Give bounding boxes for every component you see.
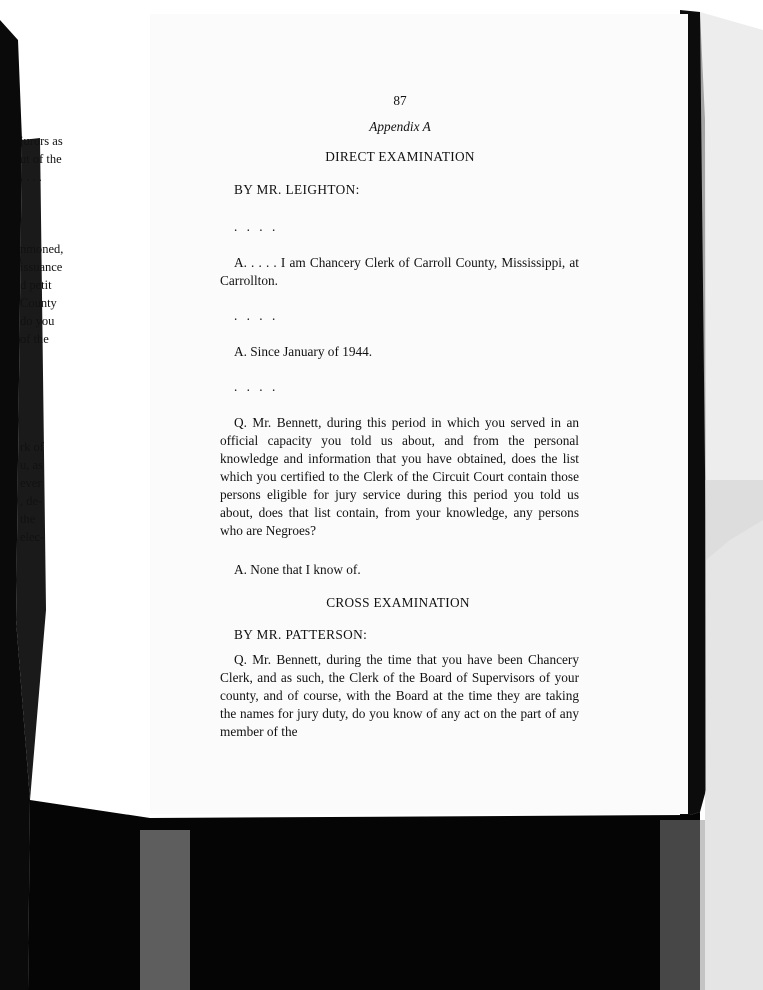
left-fragment-line: of the: [20, 332, 49, 346]
ellipsis-1: . . . .: [234, 219, 279, 234]
left-fragment-line: [20, 384, 82, 402]
left-fragment-line: County: [20, 296, 57, 310]
left-fragment-line: [20, 348, 82, 366]
left-fragment-line: [20, 420, 82, 438]
left-fragment-line: rk of: [20, 440, 44, 454]
ellipsis-2: . . . .: [234, 308, 279, 323]
left-fragment-line: ever: [20, 476, 42, 490]
question-bennett: Q. Mr. Bennett, during this period in which you served in an official capacity you told us about, and from the personal knowledge and information that you have obtained, does the list which you certified to the Clerk of the Circuit Court contain those persons eligible for jury service during this period you told us about, does that list contain, from your knowledge, any persons who are Negroes?: [220, 415, 579, 538]
left-fragment-line: do you: [20, 314, 55, 328]
answer-since: A. Since January of 1944.: [234, 344, 373, 359]
left-fragment-line: u, as: [20, 458, 43, 472]
left-fragment-line: [20, 402, 82, 420]
examiner-cross: BY MR. PATTERSON:: [234, 627, 368, 642]
left-fragment-line: [20, 366, 82, 384]
section-heading-cross: CROSS EXAMINATION: [326, 595, 470, 610]
running-header: Appendix A: [369, 119, 431, 134]
ellipsis-3: . . . .: [234, 379, 279, 394]
left-fragment-line: [20, 186, 82, 204]
left-fragment-line: elec-: [20, 530, 45, 544]
section-heading-direct: DIRECT EXAMINATION: [325, 149, 475, 164]
left-fragment-line: , de-: [20, 494, 43, 508]
left-fragment-line: jurors as: [20, 134, 63, 148]
left-fragment-line: d petit: [20, 278, 52, 292]
left-fragment-line: the: [20, 512, 36, 526]
question-cross: Q. Mr. Bennett, during the time that you have been Chancery Clerk, and as such, the Clerk of the Board of Supervisors of your county, and of course, with the Board at the time they are taking the names for jury duty, do you know of any act on the part of any member of the: [220, 652, 579, 739]
left-fragment-line: issuance: [20, 260, 63, 274]
left-fragment-line: . . . .: [20, 170, 42, 184]
left-fragment-line: nmoned,: [20, 242, 64, 256]
answer-clerk: A. . . . . I am Chancery Clerk of Carroll County, Mississippi, at Carrollton.: [220, 255, 579, 288]
examiner-direct: BY MR. LEIGHTON:: [234, 182, 360, 197]
answer-none: A. None that I know of.: [234, 562, 361, 577]
left-page-fragment: [20, 132, 82, 602]
page-number: 87: [393, 93, 407, 108]
left-fragment-line: ut of the: [20, 152, 62, 166]
